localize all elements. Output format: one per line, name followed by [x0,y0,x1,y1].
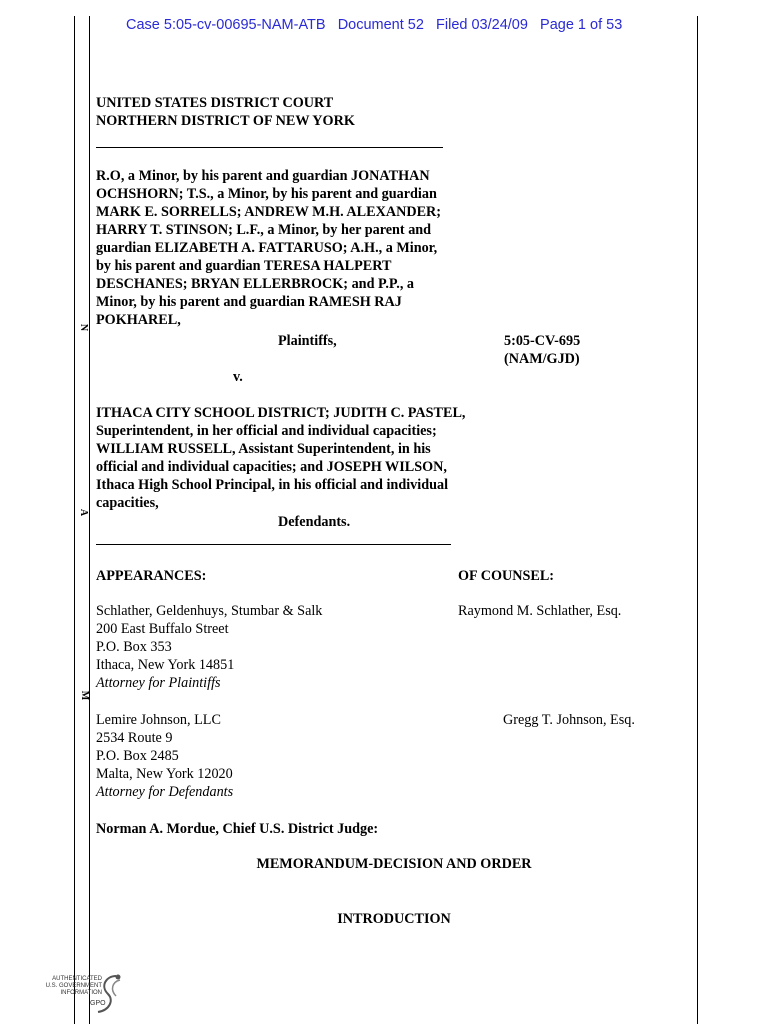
defendants-line: capacities, [96,495,159,511]
header-document: Document 52 [337,17,424,33]
document-title: MEMORANDUM-DECISION AND ORDER [256,856,532,872]
plaintiff-role: Attorney for Plaintiffs [96,675,221,691]
defendants-line: WILLIAM RUSSELL, Assistant Superintendent, in his [96,441,431,457]
defendant-city: Malta, New York 12020 [96,766,233,782]
appearances-heading: APPEARANCES: [96,568,207,584]
plaintiffs-line: Minor, by his parent and guardian RAMESH RAJ [96,294,402,310]
plaintiff-po-box: P.O. Box 353 [96,639,172,655]
defendant-po-box: P.O. Box 2485 [96,748,179,764]
defendant-role: Attorney for Defendants [96,784,234,800]
plaintiffs-line: HARRY T. STINSON; L.F., a Minor, by her parent and [96,222,432,238]
seal-line: U.S. GOVERNMENT [45,983,102,989]
plaintiffs-line: by his parent and guardian TERESA HALPERT [96,258,392,274]
seal-line: AUTHENTICATED [52,976,102,982]
plaintiff-firm: Schlather, Geldenhuys, Stumbar & Salk [96,603,323,619]
ecf-header [126,17,622,33]
case-number-line-1: 5:05-CV-695 [504,333,581,349]
defendants-line: Ithaca High School Principal, in his official and individual [96,477,449,493]
case-number-line-2: (NAM/GJD) [504,351,580,367]
margin-letter-n: N [78,323,90,332]
defendants-block [96,404,465,512]
court-name [96,94,355,130]
header-filed: Filed 03/24/09 [436,17,528,33]
defendant-counsel-address [96,711,233,801]
gpo-eagle-icon [88,970,130,1018]
versus: v. [233,369,243,385]
plaintiffs-line: OCHSHORN; T.S., a Minor, by his parent and guardian [96,186,437,202]
gpo-mark: GPO [90,1000,106,1007]
plaintiffs-line: MARK E. SORRELLS; ANDREW M.H. ALEXANDER; [96,204,442,220]
judge-line: Norman A. Mordue, Chief U.S. District Judge: [96,821,379,837]
plaintiffs-block [96,167,441,329]
header-page: Page 1 of 53 [540,17,623,33]
defendant-street: 2534 Route 9 [96,730,173,746]
section-heading: INTRODUCTION [337,911,451,927]
plaintiff-counsel-address [96,602,322,692]
plaintiff-counsel-name: Raymond M. Schlather, Esq. [458,603,622,619]
of-counsel-heading: OF COUNSEL: [458,568,555,584]
plaintiffs-line: R.O, a Minor, by his parent and guardian JONATHAN [96,168,430,184]
defendant-counsel-name: Gregg T. Johnson, Esq. [503,712,635,728]
caption-rule-top [96,147,443,148]
plaintiffs-line: POKHAREL, [96,312,181,328]
plaintiffs-line: DESCHANES; BRYAN ELLERBROCK; and P.P., a [96,276,415,292]
header-case-no: Case 5:05-cv-00695-NAM-ATB [126,17,326,33]
defendants-line: ITHACA CITY SCHOOL DISTRICT; JUDITH C. PASTEL, [96,405,466,421]
defendants-line: Superintendent, in her official and individual capacities; [96,423,437,439]
defendants-line: official and individual capacities; and JOSEPH WILSON, [96,459,447,475]
plaintiffs-label: Plaintiffs, [278,333,337,349]
court-line-2: NORTHERN DISTRICT OF NEW YORK [96,113,355,129]
plaintiffs-line: guardian ELIZABETH A. FATTARUSO; A.H., a Minor, [96,240,438,256]
plaintiff-city: Ithaca, New York 14851 [96,657,235,673]
margin-letter-m: M [79,690,91,701]
seal-line: INFORMATION [60,990,102,996]
plaintiff-street: 200 East Buffalo Street [96,621,229,637]
defendant-firm: Lemire Johnson, LLC [96,712,221,728]
margin-letter-a: A [78,508,90,517]
defendants-label: Defendants. [278,514,351,530]
caption-rule-bottom [96,544,451,545]
court-line-1: UNITED STATES DISTRICT COURT [96,95,334,111]
case-number [504,332,580,368]
